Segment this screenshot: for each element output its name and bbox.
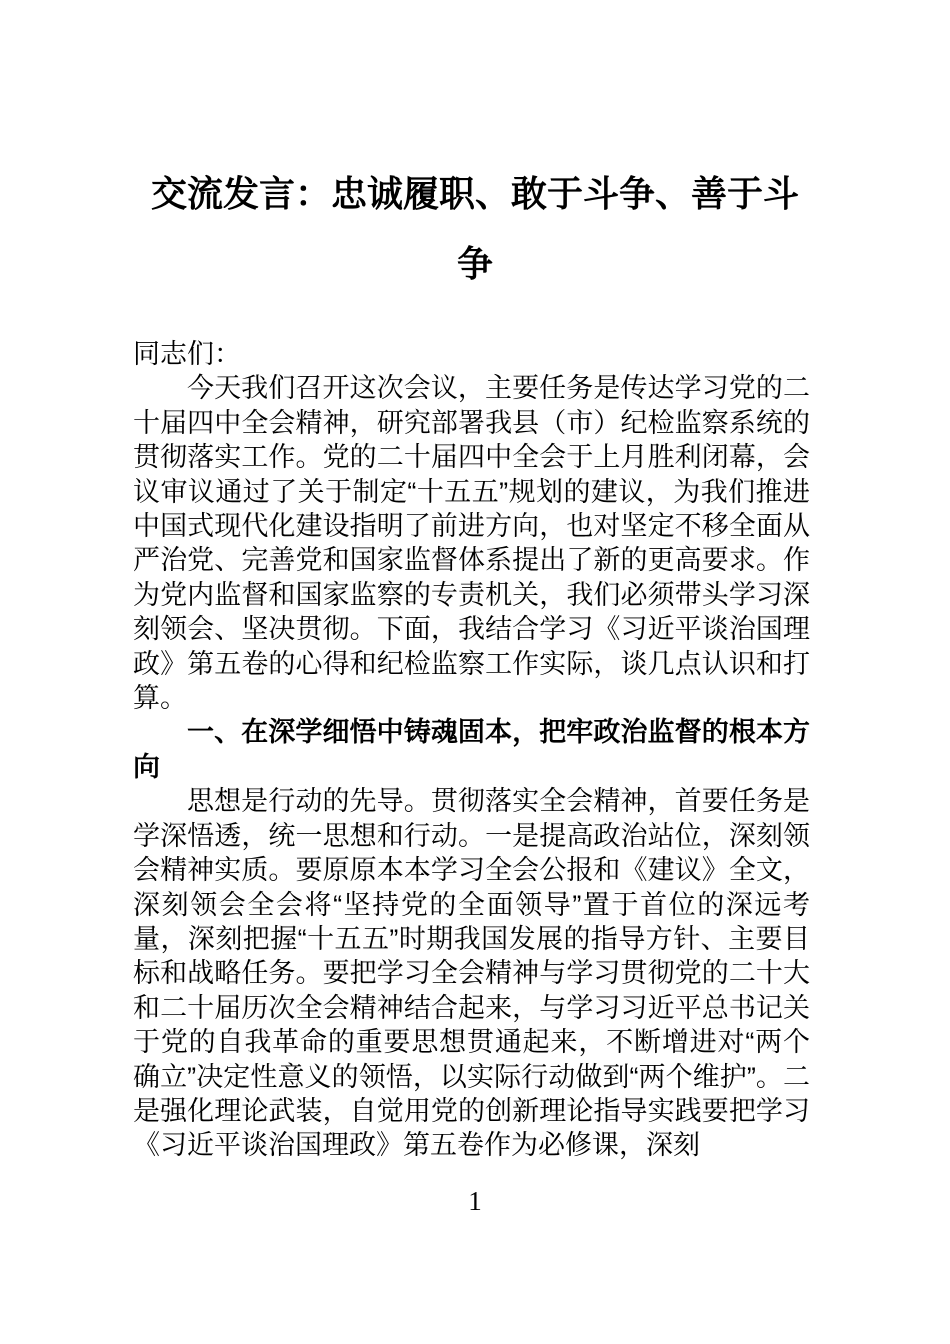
paragraph: 今天我们召开这次会议，主要任务是传达学习党的二十届四中全会精神，研究部署我县（市）纪检监察系统的贯彻落实工作。党的二十届四中全会于上月胜利闭幕，会议审议通过了关于制定“十五五”规划的建议，为我们推进中国式现代化建设指明了前进方向，也对坚定不移全面从严治党、完善党和国家监督体系提出了新的更高要求。作为党内监督和国家监察的专责机关，我们必须带头学习深刻领会、坚决贯彻。下面，我结合学习《习近平谈治国理政》第五卷的心得和纪检监察工作实际，谈几点认识和打算。	[133, 373, 810, 714]
document-title: 交流发言：忠诚履职、敢于斗争、善于斗争	[150, 173, 799, 284]
document-body	[133, 337, 810, 1169]
paragraph: 思想是行动的先导。贯彻落实全会精神，首要任务是学深悟透，统一思想和行动。一是提高政治站位，深刻领会精神实质。要原原本本学习全会公报和《建议》全文，深刻领会全会将“坚持党的全面领导”置于首位的深远考量，深刻把握“十五五”时期我国发展的指导方针、主要目标和战略任务。要把学习全会精神与学习贯彻党的二十大和二十届历次全会精神结合起来，与学习习近平总书记关于党的自我革命的重要思想贯通起来，不断增进对“两个确立”决定性意义的领悟，以实际行动做到“两个维护”。二是强化理论武装，自觉用党的创新理论指导实践要把学习《习近平谈治国理政》第五卷作为必修课，深刻	[133, 786, 810, 1161]
section-heading: 一、在深学细悟中铸魂固本，把牢政治监督的根本方向	[133, 717, 810, 782]
paragraph: 同志们：	[133, 339, 241, 369]
page-number: 1	[468, 1186, 482, 1216]
